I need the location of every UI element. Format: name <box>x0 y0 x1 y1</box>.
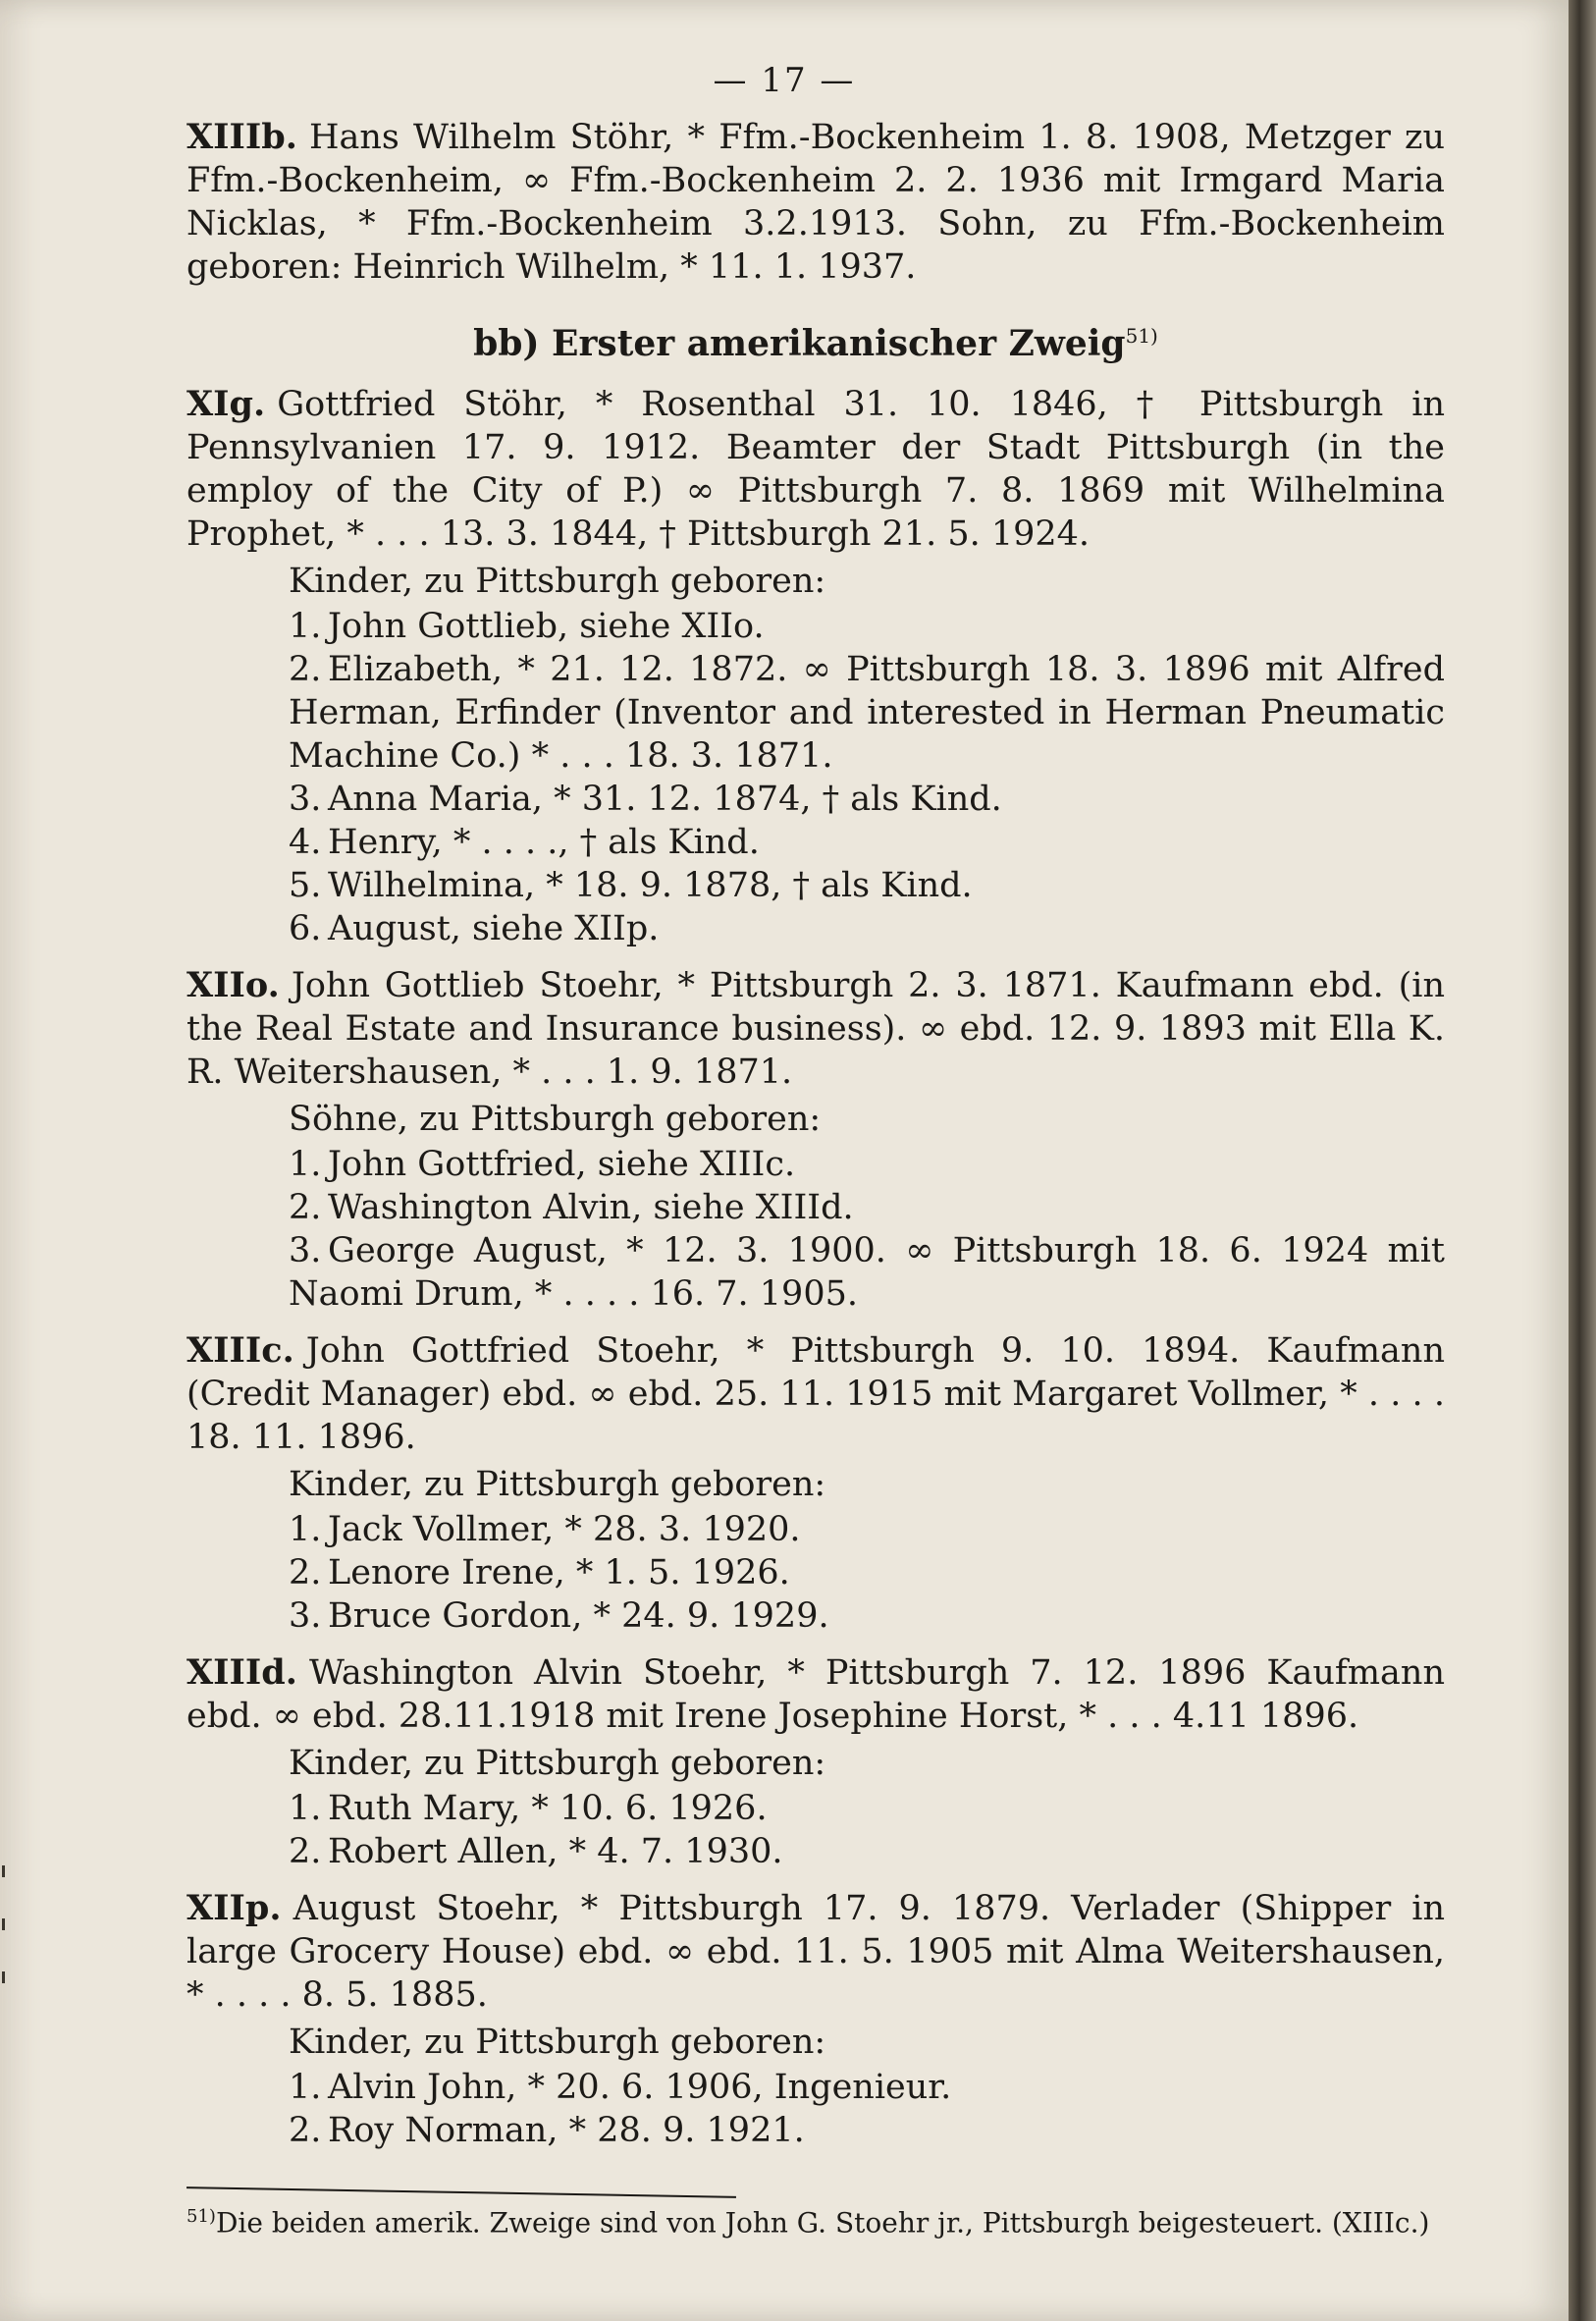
children-heading: Kinder, zu Pittsburgh geboren: <box>289 562 826 601</box>
entry-id: XIIIc. <box>186 1330 294 1371</box>
child-text: Wilhelmina, * 18. 9. 1878, † als Kind. <box>328 866 973 905</box>
entry-xig <box>186 383 1445 950</box>
entry-id: XIIId. <box>186 1652 297 1693</box>
child-item <box>289 1830 1445 1873</box>
child-number: 1. <box>289 607 322 646</box>
child-text: John Gottlieb, siehe XIIo. <box>328 607 765 646</box>
footnote-text: Die beiden amerik. Zweige sind von John G. Stoehr jr., Pittsburgh beigesteuert. (XIIIc.) <box>215 2206 1430 2240</box>
entry-text: John Gottlieb Stoehr, * Pittsburgh 2. 3. 1871. Kaufmann ebd. (in the Real Estate and Insurance business). ∞ ebd. 12. 9. 1893 mit Ella K. R. Weitershausen, * . . . 1. 9. 1871. <box>186 966 1445 1092</box>
children-list <box>186 1508 1445 1638</box>
entry-id: XIg. <box>186 384 266 424</box>
child-text: Anna Maria, * 31. 12. 1874, † als Kind. <box>328 780 1002 819</box>
child-number: 2. <box>289 650 322 689</box>
child-item <box>289 1787 1445 1830</box>
child-text: John Gottfried, siehe XIIIc. <box>328 1145 796 1184</box>
children-heading: Kinder, zu Pittsburgh geboren: <box>289 2023 826 2062</box>
section-heading-text: bb) Erster amerikanischer Zweig <box>473 323 1126 364</box>
entry-xiiic <box>186 1329 1445 1638</box>
child-number: 5. <box>289 866 322 905</box>
child-text: George August, * 12. 3. 1900. ∞ Pittsburgh 18. 6. 1924 mit Naomi Drum, * . . . . 16. 7. 1905. <box>289 1231 1445 1314</box>
child-number: 2. <box>289 1832 322 1871</box>
child-item <box>289 907 1445 950</box>
entry-text: Gottfried Stöhr, * Rosenthal 31. 10. 1846, † Pittsburgh in Pennsylvanien 17. 9. 1912. Beamter der Stadt Pittsburgh (in the employ of the City of P.) ∞ Pittsburgh 7. 8. 1869 mit Wilhelmina Prophet, * . . . 13. 3. 1844, † Pittsburgh 21. 5. 1924. <box>186 385 1445 554</box>
entry-text: Washington Alvin Stoehr, * Pittsburgh 7. 12. 1896 Kaufmann ebd. ∞ ebd. 28.11.1918 mit Irene Josephine Horst, * . . . 4.11 1896. <box>186 1653 1445 1736</box>
entry-text: August Stoehr, * Pittsburgh 17. 9. 1879. Verlader (Shipper in large Grocery House) ebd. ∞ ebd. 11. 5. 1905 mit Alma Weitershausen, * . . . . 8. 5. 1885. <box>186 1889 1445 2015</box>
child-text: August, siehe XIIp. <box>328 909 660 948</box>
child-text: Robert Allen, * 4. 7. 1930. <box>328 1832 783 1871</box>
child-text: Roy Norman, * 28. 9. 1921. <box>328 2111 805 2150</box>
footnote-divider <box>186 2186 736 2198</box>
footnote <box>186 2199 1445 2240</box>
child-item <box>289 821 1445 864</box>
children-list <box>186 2066 1445 2152</box>
child-item <box>289 864 1445 907</box>
child-number: 2. <box>289 1188 322 1227</box>
entry-text: Hans Wilhelm Stöhr, * Ffm.-Bockenheim 1. 8. 1908, Metzger zu Ffm.-Bockenheim, ∞ Ffm.-Bockenheim 2. 2. 1936 mit Irmgard Maria Nicklas, * Ffm.-Bockenheim 3.2.1913. Sohn, zu Ffm.-Bockenheim geboren: Heinrich Wilhelm, * 11. 1. 1937. <box>186 118 1445 287</box>
child-item <box>289 605 1445 648</box>
child-number: 4. <box>289 823 322 862</box>
entry-id: XIIp. <box>186 1888 282 1928</box>
child-text: Elizabeth, * 21. 12. 1872. ∞ Pittsburgh 18. 3. 1896 mit Alfred Herman, Erfinder (Inventor and interested in Herman Pneumatic Machine Co.) * . . . 18. 3. 1871. <box>289 650 1445 776</box>
child-text: Ruth Mary, * 10. 6. 1926. <box>328 1789 768 1828</box>
child-item <box>289 778 1445 821</box>
child-item <box>289 1551 1445 1594</box>
child-item <box>289 2109 1445 2152</box>
child-item <box>289 1143 1445 1186</box>
child-item <box>289 1508 1445 1551</box>
children-list <box>186 1143 1445 1316</box>
edge-mark <box>2 1865 5 1877</box>
footnote-marker: 51) <box>186 2206 216 2227</box>
child-number: 6. <box>289 909 322 948</box>
entry-xiio <box>186 964 1445 1316</box>
children-heading: Söhne, zu Pittsburgh geboren: <box>289 1100 822 1139</box>
entry-id: XIIIb. <box>186 117 297 157</box>
entry-text: John Gottfried Stoehr, * Pittsburgh 9. 10. 1894. Kaufmann (Credit Manager) ebd. ∞ ebd. 25. 11. 1915 mit Margaret Vollmer, * . . . . 18. 11. 1896. <box>186 1331 1445 1457</box>
child-item <box>289 2066 1445 2109</box>
child-text: Jack Vollmer, * 28. 3. 1920. <box>328 1510 801 1549</box>
child-number: 3. <box>289 1231 322 1270</box>
page-number: — 17 — <box>713 61 856 100</box>
child-number: 1. <box>289 1789 322 1828</box>
child-text: Bruce Gordon, * 24. 9. 1929. <box>328 1596 829 1636</box>
entries-list <box>186 383 1445 2152</box>
children-list <box>186 605 1445 950</box>
child-number: 1. <box>289 1510 322 1549</box>
edge-mark <box>2 1918 5 1930</box>
book-spine <box>1569 0 1596 2321</box>
children-list <box>186 1787 1445 1873</box>
child-number: 3. <box>289 780 322 819</box>
child-item <box>289 1186 1445 1229</box>
child-item <box>289 1594 1445 1638</box>
entry-xiip <box>186 1887 1445 2152</box>
entry-xiiid <box>186 1651 1445 1873</box>
footnote-ref: 51) <box>1125 324 1158 348</box>
edge-mark <box>2 1971 5 1983</box>
child-text: Henry, * . . . ., † als Kind. <box>328 823 760 862</box>
child-number: 1. <box>289 2068 322 2107</box>
children-heading: Kinder, zu Pittsburgh geboren: <box>289 1744 826 1783</box>
child-text: Lenore Irene, * 1. 5. 1926. <box>328 1553 790 1592</box>
child-item <box>289 1229 1445 1316</box>
child-item <box>289 648 1445 778</box>
entry-id: XIIo. <box>186 965 280 1005</box>
child-text: Alvin John, * 20. 6. 1906, Ingenieur. <box>328 2068 952 2107</box>
children-heading: Kinder, zu Pittsburgh geboren: <box>289 1465 826 1504</box>
child-text: Washington Alvin, siehe XIIId. <box>328 1188 854 1227</box>
child-number: 2. <box>289 1553 322 1592</box>
child-number: 3. <box>289 1596 322 1636</box>
section-heading <box>186 314 1445 365</box>
child-number: 2. <box>289 2111 322 2150</box>
edge-marks <box>0 1865 14 2024</box>
entry-xiiib <box>186 116 1445 289</box>
page-body <box>186 116 1445 2166</box>
child-number: 1. <box>289 1145 322 1184</box>
